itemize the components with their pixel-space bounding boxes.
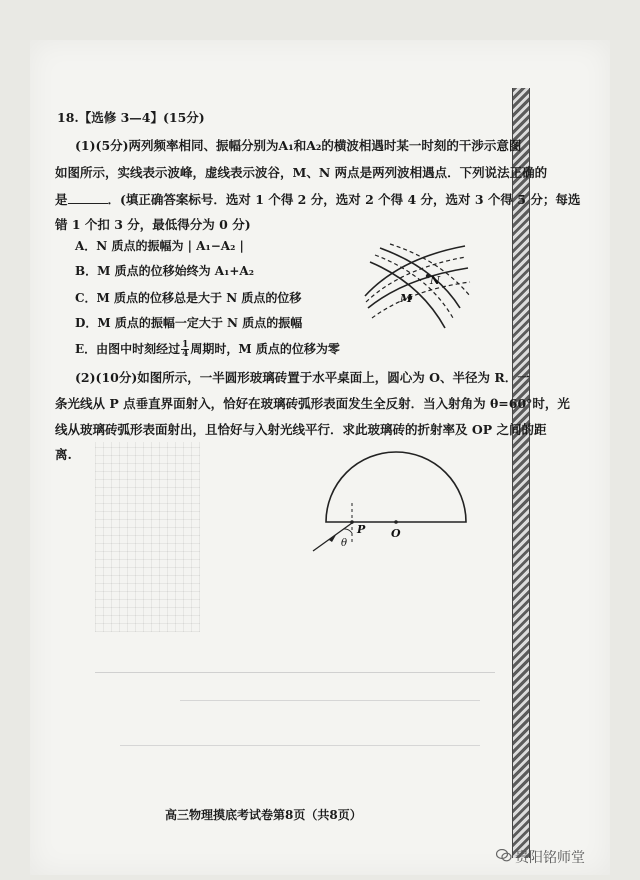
part2-line1: (2)(10分)如图所示，一半圆形玻璃砖置于水平桌面上，圆心为 O、半径为 R．一 [75, 370, 530, 385]
show-through-line-1 [95, 672, 495, 673]
interference-figure [360, 238, 475, 338]
show-through-line-2 [180, 700, 480, 701]
page-footer: 高三物理摸底考试卷第8页（共8页） [165, 808, 362, 822]
point-o [394, 520, 398, 524]
part1-line1: (1)(5分)两列频率相同、振幅分别为A₁和A₂的横波相遇时某一时刻的干涉示意图 [75, 138, 522, 153]
option-c: C．M 质点的位移总是大于 N 质点的位移 [75, 291, 302, 305]
angle-arc [343, 529, 352, 533]
wechat-icon [496, 849, 512, 862]
label-theta: θ [341, 538, 348, 549]
part1-line3: 是 ．(填正确答案标号．选对 1 个得 2 分，选对 2 个得 4 分，选对 3 个得 5 分；每选 [55, 192, 581, 207]
part2-line2: 条光线从 P 点垂直界面射入，恰好在玻璃砖弧形表面发生全反射．当入射角为 θ=60°时，光 [55, 396, 570, 411]
point-p [350, 520, 354, 524]
show-through-line-3 [120, 745, 480, 746]
part1-line4: 错 1 个扣 3 分，最低得分为 0 分) [55, 217, 251, 232]
label-m: M [400, 292, 413, 305]
option-a: A．N 质点的振幅为 | A₁−A₂ | [75, 239, 244, 253]
option-b: B．M 质点的位移始终为 A₁+A₂ [75, 264, 254, 278]
label-n: N [430, 274, 441, 287]
part1-line2: 如图所示，实线表示波峰，虚线表示波谷，M、N 两点是两列波相遇点．下列说法正确的 [55, 165, 548, 180]
answer-blank [68, 191, 108, 204]
fraction-quarter: $\frac{1}{4}$ [182, 340, 189, 359]
question-header: 18.【选修 3—4】(15分) [57, 110, 205, 125]
part2-line4: 离. [55, 447, 72, 462]
part2-line3: 线从玻璃砖弧形表面射出，且恰好与入射光线平行．求此玻璃砖的折射率及 OP 之间的距 [55, 422, 547, 437]
show-through-grid [95, 442, 200, 632]
glass-semicircle [326, 452, 466, 522]
wave-crest-3 [380, 248, 460, 308]
watermark-text: 贵阳铭师堂 [515, 850, 585, 866]
semicircle-figure [305, 445, 485, 555]
label-p: P [357, 523, 366, 536]
option-e: E．由图中时刻经过 $\frac{1}{4}$ 周期时，M 质点的位移为零 [75, 340, 340, 359]
label-o: O [391, 527, 401, 540]
option-d: D．M 质点的振幅一定大于 N 质点的振幅 [75, 316, 303, 330]
